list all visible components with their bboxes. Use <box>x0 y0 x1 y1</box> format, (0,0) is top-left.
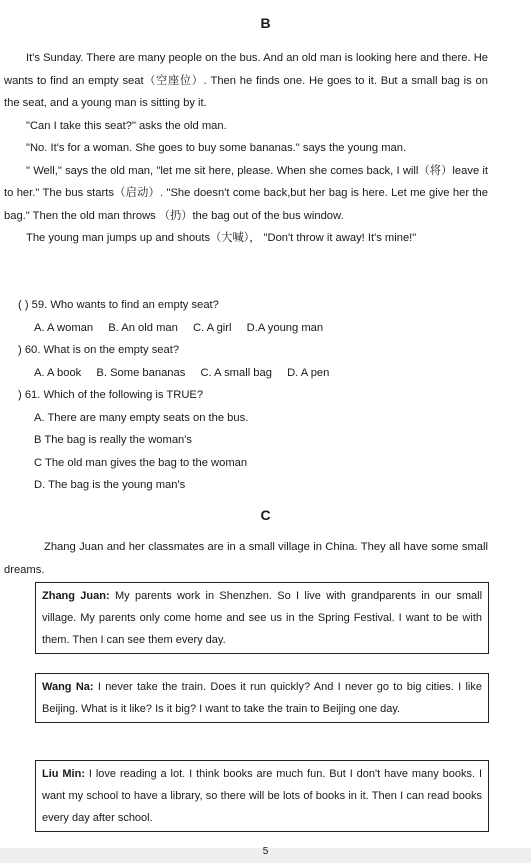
dream-name-wang-na: Wang Na: <box>42 681 94 693</box>
question-59-option-c: C. A girl <box>192 321 232 334</box>
passage-b-paragraph-5: The young man jumps up and shouts（大喊）， "Don't throw it away! It's mine!" <box>26 232 417 244</box>
question-59 <box>4 294 504 339</box>
question-61-option-a: A. There are many empty seats on the bus. <box>34 411 249 424</box>
passage-b-paragraph-2: "Can I take this seat?" asks the old man. <box>26 119 227 132</box>
question-59-option-d: D.A young man <box>246 321 324 334</box>
question-60-prefix[interactable]: ) 60. <box>18 344 41 356</box>
section-b-heading: B <box>260 15 271 31</box>
question-61-option-d: D. The bag is the young man's <box>34 479 186 491</box>
question-60-option-a: A. A book <box>34 366 82 379</box>
question-59-prefix[interactable]: ( ) 59. <box>18 299 48 311</box>
question-60-option-c: C. A small bag <box>200 366 272 379</box>
dream-box-zhang-juan <box>35 582 489 654</box>
question-61-option-c: C The old man gives the bag to the woman <box>34 456 248 469</box>
page-number: 5 <box>262 846 269 857</box>
question-61 <box>4 384 504 497</box>
question-61-prefix[interactable]: ) 61. <box>18 389 41 401</box>
dream-text-liu-min: I love reading a lot. I think books are much fun. But I don't have many books. I want my school to have a library, so there will be lots of books in it. Then I can read books every day after school. <box>42 768 482 824</box>
passage-b-paragraph-4: " Well," says the old man, "let me sit here, please. When she comes back, I will（将）leave it to her." The bus starts（启动）. "She doesn't come back,but her bag is here. Let me give her the bag." Then the old man throws （扔）the bag out of the bus window. <box>4 164 488 222</box>
dream-box-wang-na <box>35 673 489 723</box>
question-60-option-b: B. Some bananas <box>96 366 186 379</box>
question-61-option-b: B The bag is really the woman's <box>34 434 193 446</box>
passage-b-paragraph-1: It's Sunday. There are many people on the bus. And an old man is looking here and there. He wants to find an empty seat（空座位）. Then he finds one. He goes to it. But a small bag is on the seat, and a young man is sitting by it. <box>4 52 488 109</box>
dream-text-wang-na: I never take the train. Does it run quickly? And I never go to big cities. I like Beijing. What is it like? Is it big? I want to take the train to Beijing one day. <box>42 681 482 715</box>
dream-name-liu-min: Liu Min: <box>42 768 85 780</box>
question-60-option-d: D. A pen <box>287 366 330 379</box>
dream-name-zhang-juan: Zhang Juan: <box>42 590 110 602</box>
question-59-option-b: B. An old man <box>108 321 178 334</box>
passage-b-paragraph-3: "No. It's for a woman. She goes to buy some bananas." says the young man. <box>26 142 407 154</box>
section-c-intro: Zhang Juan and her classmates are in a small village in China. They all have some small dreams. <box>4 541 488 576</box>
section-c-heading: C <box>260 507 271 523</box>
question-59-text: Who wants to find an empty seat? <box>50 299 219 311</box>
question-61-text: Which of the following is TRUE? <box>43 389 204 401</box>
dream-box-liu-min <box>35 760 489 832</box>
dream-text-zhang-juan: My parents work in Shenzhen. So I live with grandparents in our small village. My parents only come home and see us in the Spring Festival. I want to be with them. Then I can see them every day. <box>42 590 483 646</box>
question-60 <box>4 339 504 384</box>
question-59-option-a: A. A woman <box>34 321 94 334</box>
question-60-text: What is on the empty seat? <box>43 344 180 356</box>
passage-b <box>4 47 488 250</box>
